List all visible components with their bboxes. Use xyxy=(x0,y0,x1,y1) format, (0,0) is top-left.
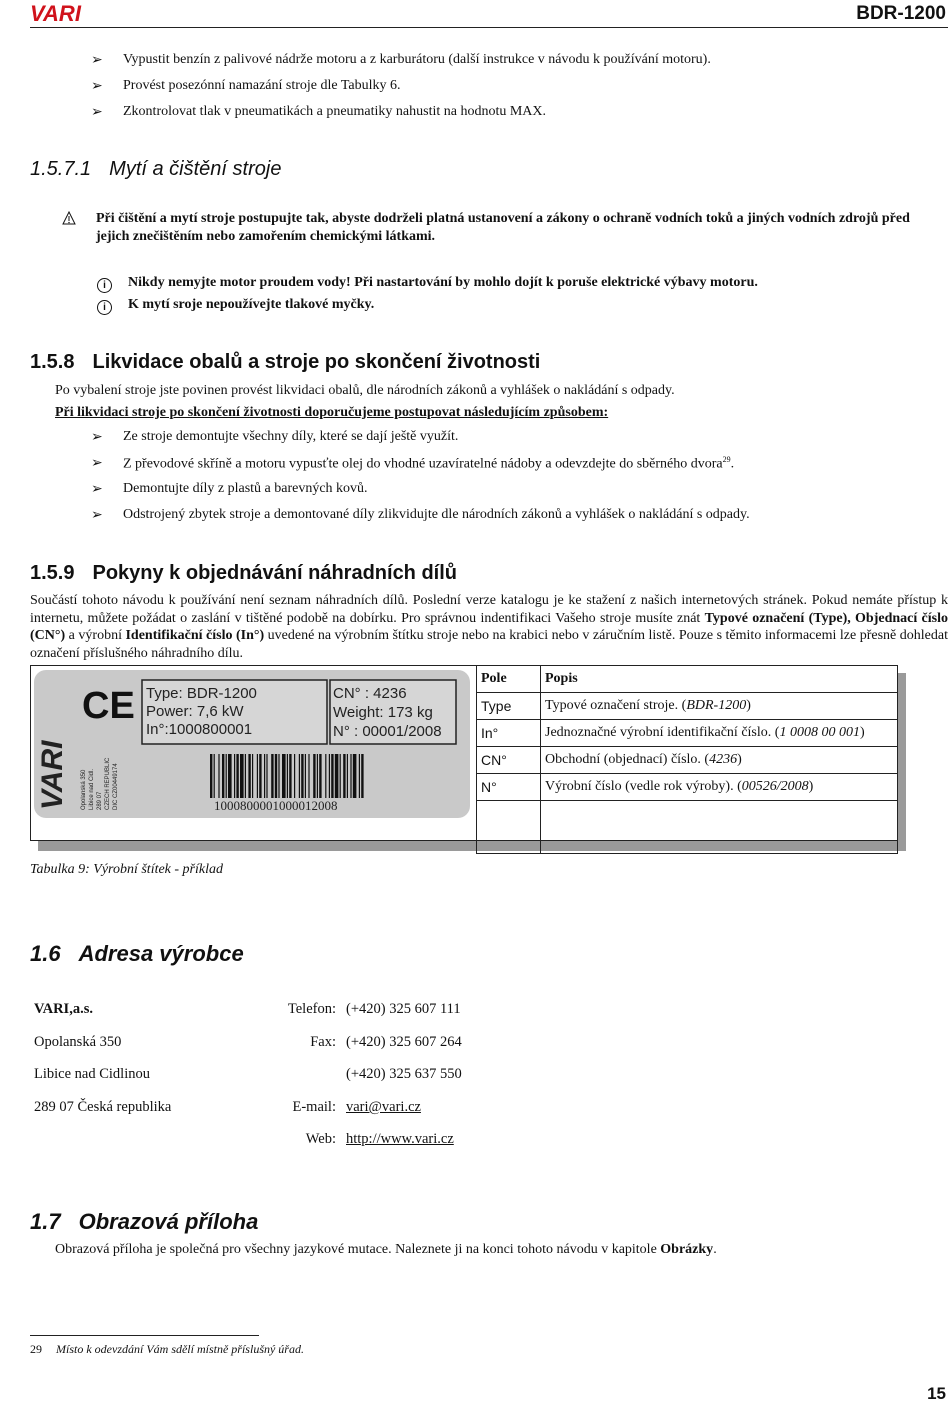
plate-cn: CN° : 4236 xyxy=(333,685,407,702)
warning-text: Při čištění a mytí stroje postupujte tak, abyste dodrželi platná ustanovení a zákony o ochraně vodních toků a jiných vodních zdrojů před jejich znečištěním nebo zamořením chemickými látkami. xyxy=(96,211,910,244)
section-heading-159: 1.5.9 Pokyny k objednávání náhradních dílů xyxy=(30,562,458,584)
table-row xyxy=(477,693,898,720)
info-note: i Nikdy nemyjte motor proudem vody! Při nastartování by mohlo dojít k poruše elektrické výbavy motoru. xyxy=(97,275,758,293)
arrow-bullet-icon: ➢ xyxy=(91,105,103,120)
table-cell-desc: Jednoznačné výrobní identifikační číslo. (1 0008 00 001) xyxy=(541,720,898,747)
list-item: ➢ Zkontrolovat tlak v pneumatikách a pneumatiky nahustit na hodnotu MAX. xyxy=(91,104,547,120)
section-heading-1571: 1.5.7.1 Mytí a čištění stroje xyxy=(30,158,282,180)
table-cell-field: N° xyxy=(477,774,541,801)
list-item: ➢ Provést posezónní namazání stroje dle Tabulky 6. xyxy=(91,78,401,94)
table-cell-desc: Výrobní číslo (vedle rok výroby). (00526/2008) xyxy=(541,774,898,801)
plate-in: In°:1000800001 xyxy=(146,721,253,738)
arrow-bullet-icon: ➢ xyxy=(91,456,103,471)
table-cell-field: Type xyxy=(477,693,541,720)
plate-type: Type: BDR-1200 xyxy=(146,685,257,702)
arrow-bullet-icon: ➢ xyxy=(91,79,103,94)
info-icon: i xyxy=(97,300,112,315)
figure-caption: Tabulka 9: Výrobní štítek - příklad xyxy=(30,862,223,877)
arrow-bullet-icon: ➢ xyxy=(91,482,103,497)
top-bullet-list xyxy=(30,52,930,130)
email-link[interactable]: vari@vari.cz xyxy=(346,1099,421,1115)
fax-value: (+420) 325 607 264 xyxy=(346,1034,462,1050)
arrow-bullet-icon: ➢ xyxy=(91,508,103,523)
info-note: i K mytí sroje nepoužívejte tlakové myčky. xyxy=(97,297,374,315)
footnote-ref: 29 xyxy=(722,455,731,464)
table-cell-field: In° xyxy=(477,720,541,747)
list-item: ➢ Odstrojený zbytek stroje a demontované díly zlikvidujte dle národních zákonů a vyhlášek o nakládání s odpady. xyxy=(91,507,750,523)
plate-address-line: Opolanská 350 xyxy=(81,769,87,810)
fax-label: Fax: xyxy=(310,1034,336,1050)
email-label: E-mail: xyxy=(292,1099,336,1115)
web-label: Web: xyxy=(305,1131,336,1147)
plate-address-line: 289 07 xyxy=(97,791,103,810)
table-cell-empty xyxy=(477,801,541,854)
plate-address-line: Libice nad Cidl. xyxy=(89,768,95,810)
disposal-intro: Po vybalení stroje jste povinen provést likvidaci obalů, dle národních zákonů a vyhlášek o nakládání s odpady. xyxy=(55,383,675,398)
plate-power: Power: 7,6 kW xyxy=(146,703,244,720)
footnote-rule xyxy=(30,1335,259,1336)
table-header-cell: Popis xyxy=(541,666,898,693)
table-row xyxy=(477,774,898,801)
arrow-bullet-icon: ➢ xyxy=(91,53,103,68)
warning-triangle-icon xyxy=(62,211,76,225)
list-item: ➢ Z převodové skříně a motoru vypusťte olej do vhodné uzavíratelné nádoby a odevzdejte do sběrného dvora$^{29}$. xyxy=(91,455,735,472)
table-header-cell: Pole xyxy=(477,666,541,693)
plate-weight: Weight: 173 kg xyxy=(333,704,433,721)
company-zip: 289 07 Česká republika xyxy=(34,1099,172,1115)
list-item: ➢ Demontujte díly z plastů a barevných kovů. xyxy=(91,481,368,497)
ce-mark: CE xyxy=(82,685,135,727)
document-id: BDR-1200 xyxy=(856,3,946,24)
table-cell-field: CN° xyxy=(477,747,541,774)
header-rule xyxy=(30,27,948,28)
phone-value: (+420) 325 607 111 xyxy=(346,1001,461,1017)
plate-fields-table xyxy=(476,665,898,854)
footnote: 29 Místo k odevzdání Vám sdělí místně příslušný úřad. xyxy=(30,1342,304,1356)
table-row xyxy=(477,747,898,774)
vari-logo xyxy=(30,2,145,24)
list-item: ➢ Ze stroje demontujte všechny díly, které se dají ještě využít. xyxy=(91,429,459,445)
disposal-bullet-list xyxy=(30,429,930,533)
table-cell-empty xyxy=(541,801,898,854)
disposal-lead: Při likvidaci stroje po skončení životnosti doporučujeme postupovat následujícím způsobem: xyxy=(55,405,609,420)
section-heading-16: 1.6 Adresa výrobce xyxy=(30,941,244,966)
production-plate-image xyxy=(34,670,470,818)
table-header-row xyxy=(477,666,898,693)
section-heading-17: 1.7 Obrazová příloha xyxy=(30,1209,259,1234)
page-number: 15 xyxy=(927,1384,946,1403)
company-name: VARI,a.s. xyxy=(34,1001,93,1017)
table-row xyxy=(477,801,898,854)
phone2-value: (+420) 325 637 550 xyxy=(346,1066,462,1082)
logo-text: VARI xyxy=(30,2,81,24)
warning-note xyxy=(62,210,942,246)
section-heading-158: 1.5.8 Likvidace obalů a stroje po skončení životnosti xyxy=(30,351,541,373)
spare-parts-paragraph: Součástí tohoto návodu k používání není seznam náhradních dílů. Poslední verze katalogu je ke stažení z našich internetových stránek. Pokud nemáte přístup k internetu, můžete požádat o zaslání v tištěné podobě na dobírku. Pro správnou indentifikaci Vašeho stroje musíte znát Typové označení (Type), Objednací číslo (CN°) a výrobní Identifikační číslo (In°) uvedené na výrobním štítku stroje nebo na krabici nebo v záručním listě. Pouze s těmito informacemi lze přesně dohledat označení příslušného náhradního dílu. xyxy=(30,593,948,661)
phone-label: Telefon: xyxy=(287,1001,336,1017)
web-link[interactable]: http://www.vari.cz xyxy=(346,1131,454,1147)
table-cell-desc: Typové označení stroje. (BDR-1200) xyxy=(541,693,898,720)
arrow-bullet-icon: ➢ xyxy=(91,430,103,445)
plate-address-line: DIC CZ00449174 xyxy=(113,763,119,810)
appendix-text: Obrazová příloha je společná pro všechny jazykové mutace. Naleznete ji na konci tohoto návodu v kapitole Obrázky. xyxy=(55,1242,717,1257)
company-city: Libice nad Cidlinou xyxy=(34,1066,150,1082)
barcode-number: 1000800001000012008 xyxy=(214,798,338,813)
company-street: Opolanská 350 xyxy=(34,1034,122,1050)
plate-address-line: CZECH REPUBLIC xyxy=(105,757,111,810)
list-item: ➢ Vypustit benzín z palivové nádrže motoru a z karburátoru (další instrukce v návodu k používání motoru). xyxy=(91,52,711,68)
table-cell-desc: Obchodní (objednací) číslo. (4236) xyxy=(541,747,898,774)
plate-brand: VARI xyxy=(36,740,69,810)
table-row xyxy=(477,720,898,747)
plate-n: N° : 00001/2008 xyxy=(333,723,442,740)
info-icon: i xyxy=(97,278,112,293)
